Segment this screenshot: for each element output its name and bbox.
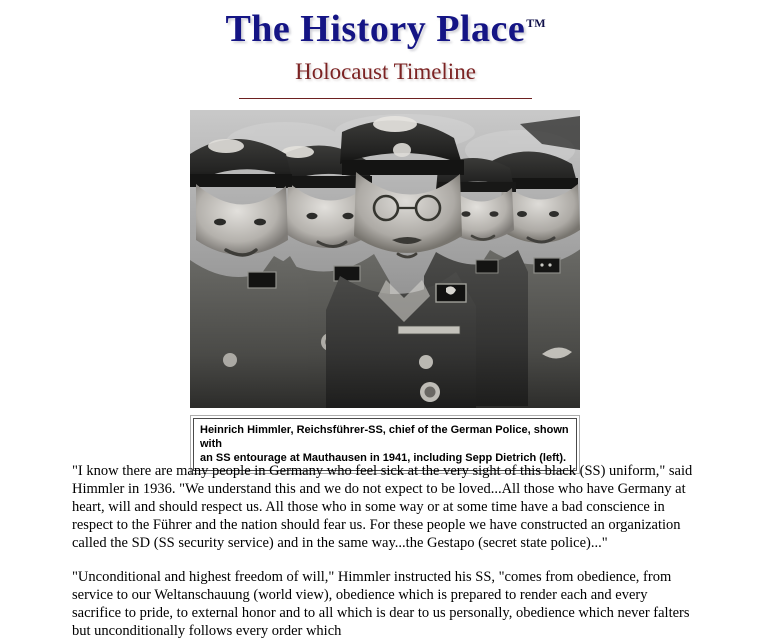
site-title-text: The History Place (225, 8, 526, 50)
paragraph-himmler-quote-1: "I know there are many people in Germany who feel sick at the very sight of this black (SS) uniform," said Himmler in 1936. "We understand this and we do not expect to be loved...All those who have Germany at heart, will and should respect us. All those who in some way or at some time have a bad conscience in respect to the Führer and the nation should fear us. For these people we have constructed an organization called the SD (SS security service) and in the same way...the Gestapo (secret state police)..." (72, 463, 693, 551)
photo-caption-line-1: Heinrich Himmler, Reichsführer-SS, chief of the German Police, shown with (200, 424, 569, 450)
historical-photograph (190, 110, 580, 408)
paragraph-himmler-quote-2: "Unconditional and highest freedom of will," Himmler instructed his SS, "comes from obedience, from service to our Weltanschauung (world view), obedience which is prepared to render each and every sacrifice to pride, to external honor and to all which is dear to us personally, obedience which never falters but unconditionally follows every order which (72, 569, 690, 639)
page-subtitle: Holocaust Timeline (295, 58, 476, 84)
article-body (72, 462, 700, 640)
photo-caption-line-2: an SS entourage at Mauthausen in 1941, including Sepp Dietrich (left). (200, 452, 567, 464)
masthead (0, 0, 771, 99)
header-divider (239, 98, 532, 99)
site-title (0, 10, 771, 50)
trademark-symbol: TM (526, 16, 546, 31)
